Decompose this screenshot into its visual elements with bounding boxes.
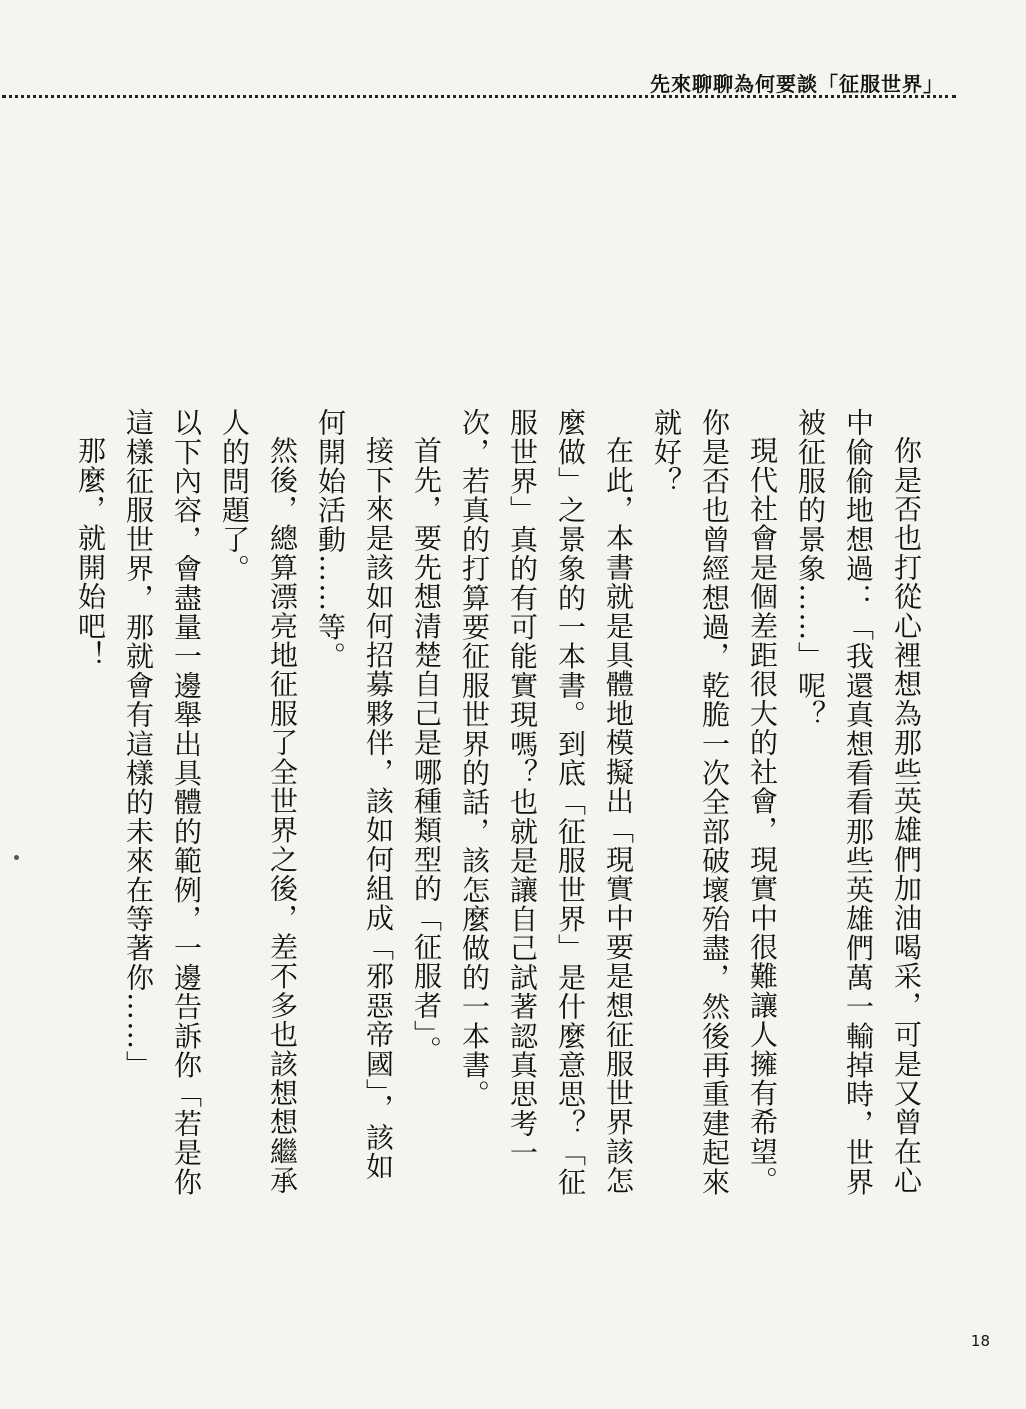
paragraph-2: 現代社會是個差距很大的社會，現實中很難讓人擁有希望。你是否也曾經想過，乾脆一次全部破壞殆盡，然後再重建起來就好？ (650, 408, 779, 1197)
paragraph-6: 然後，總算漂亮地征服了全世界之後，差不多也該想想繼承人的問題了。 (218, 408, 299, 1196)
paragraph-3: 在此，本書就是具體地模擬出「現實中要是想征服世界該怎麼做」之景象的一本書。到底「征服世界」是什麼意思？「征服世界」真的有可能實現嗎？也就是讓自己試著認真思考一次，若真的打算要征服世界的話，該怎麼做的一本書。 (458, 408, 635, 1197)
paragraph-7: 以下內容，會盡量一邊舉出具體的範例，一邊告訴你「若是你這樣征服世界，那就會有這樣的未來在等著你……」 (122, 408, 203, 1197)
paragraph-1: 你是否也打從心裡想為那些英雄們加油喝采，可是又曾在心中偷偷地想過：「我還真想看看那些英雄們萬一輸掉時，世界被征服的景象……」呢？ (794, 408, 923, 1197)
body-text (66, 408, 930, 1198)
header-dotted-rule (2, 95, 956, 98)
paragraph-4: 首先，要先想清楚自己是哪種類型的「征服者」。 (410, 436, 443, 1065)
paragraph-8: 那麼，就開始吧！ (74, 436, 107, 670)
ink-speck (14, 855, 19, 860)
running-header: 先來聊聊為何要談「征服世界」 (650, 72, 944, 96)
paragraph-5: 接下來是該如何招募夥伴，該如何組成「邪惡帝國」，該如何開始活動……等。 (314, 408, 395, 1182)
page-number: 18 (970, 1332, 990, 1350)
